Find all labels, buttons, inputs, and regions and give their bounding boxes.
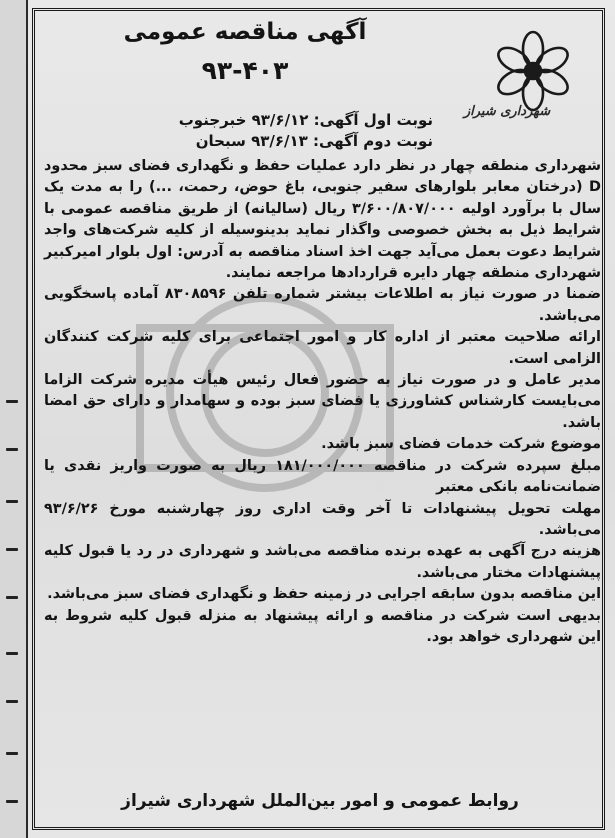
strip-mark xyxy=(6,448,18,451)
ad-body xyxy=(40,156,605,648)
ad-number: ۹۳-۴۰۳ xyxy=(201,56,289,85)
deadline-paragraph: مهلت تحویل پیشنهادات تا آخر وقت اداری روز چهارشنبه مورخ ۹۳/۶/۲۶ می‌باشد. xyxy=(44,500,601,538)
municipality-flower-logo-icon xyxy=(488,26,578,116)
municipality-logo-text: شهرداری شیراز xyxy=(463,104,551,119)
strip-mark xyxy=(6,400,18,403)
contact-paragraph: ضمنا در صورت نیاز به اطلاعات بیشتر شماره تلفن ۸۳۰۸۵۹۶ آماده پاسخگویی می‌باشد. xyxy=(44,286,601,324)
deposit-paragraph: مبلغ سپرده شرکت در مناقصه ۱۸۱/۰۰۰/۰۰۰ ریال به صورت واریز نقدی یا ضمانت‌نامه بانکی معتبر xyxy=(44,457,601,496)
strip-mark xyxy=(6,800,18,803)
signature-line: روابط عمومی و امور بین‌الملل شهرداری شیراز xyxy=(121,791,519,811)
experience-paragraph: این مناقصه بدون سابقه اجرایی در زمینه حفظ و نگهداری فضای سبز می‌باشد. xyxy=(47,586,601,603)
ceo-paragraph: مدیر عامل و در صورت نیاز به حضور فعال رئیس هیأت مدیره شرکت الزاما می‌بایست کارشناس کشاورزی یا فضای سبز بوده و سهامدار و دارای حق امضا باشد. xyxy=(44,372,601,431)
strip-mark xyxy=(6,500,18,503)
acceptance-paragraph: بدیهی است شرکت در مناقصه و ارائه پیشنهاد به منزله قبول کلیه شروط به این شهرداری خواهد بود. xyxy=(44,607,601,645)
adjacent-column-strip xyxy=(0,0,28,838)
strip-mark xyxy=(6,752,18,755)
strip-mark xyxy=(6,700,18,703)
first-publication-line: نوبت اول آگهی: ۹۳/۶/۱۲ خبرجنوب xyxy=(178,111,433,129)
cost-paragraph: هزینه درج آگهی به عهده برنده مناقصه می‌باشد و شهرداری در رد یا قبول کلیه پیشنهادات مختار می‌باشد. xyxy=(44,543,601,581)
strip-mark xyxy=(6,548,18,551)
intro-paragraph: شهرداری منطقه چهار در نظر دارد عملیات حفظ و نگهداری فضای سبز محدود D (درختان معابر بلوارهای سفیر جنوبی، باغ حوض، رحمت، ...) را به مدت یک سال با برآورد اولیه ۳/۶۰۰/۸۰۷/۰۰۰ ریال (سالیانه) از طریق مناقصه عمومی با شرایط ذیل به بخش خصوصی واگذار نماید بدینوسیله از کلیه شرکت‌های واجد شرایط دعوت بعمل می‌آید جهت اخذ اسناد مناقصه به آدرس: اول بلوار امیرکبیر شهرداری منطقه چهار دایره قراردادها مراجعه نمایند. xyxy=(44,158,601,282)
subject-paragraph: موضوع شرکت خدمات فضای سبز باشد. xyxy=(321,436,601,453)
license-paragraph: ارائه صلاحیت معتبر از اداره کار و امور اجتماعی برای کلیه شرکت کنندگان الزامی است. xyxy=(44,329,601,367)
strip-mark xyxy=(6,596,18,599)
second-publication-line: نوبت دوم آگهی: ۹۳/۶/۱۳ سبحان xyxy=(195,132,433,150)
ad-title: آگهی مناقصه عمومی xyxy=(123,19,367,45)
strip-mark xyxy=(6,652,18,655)
